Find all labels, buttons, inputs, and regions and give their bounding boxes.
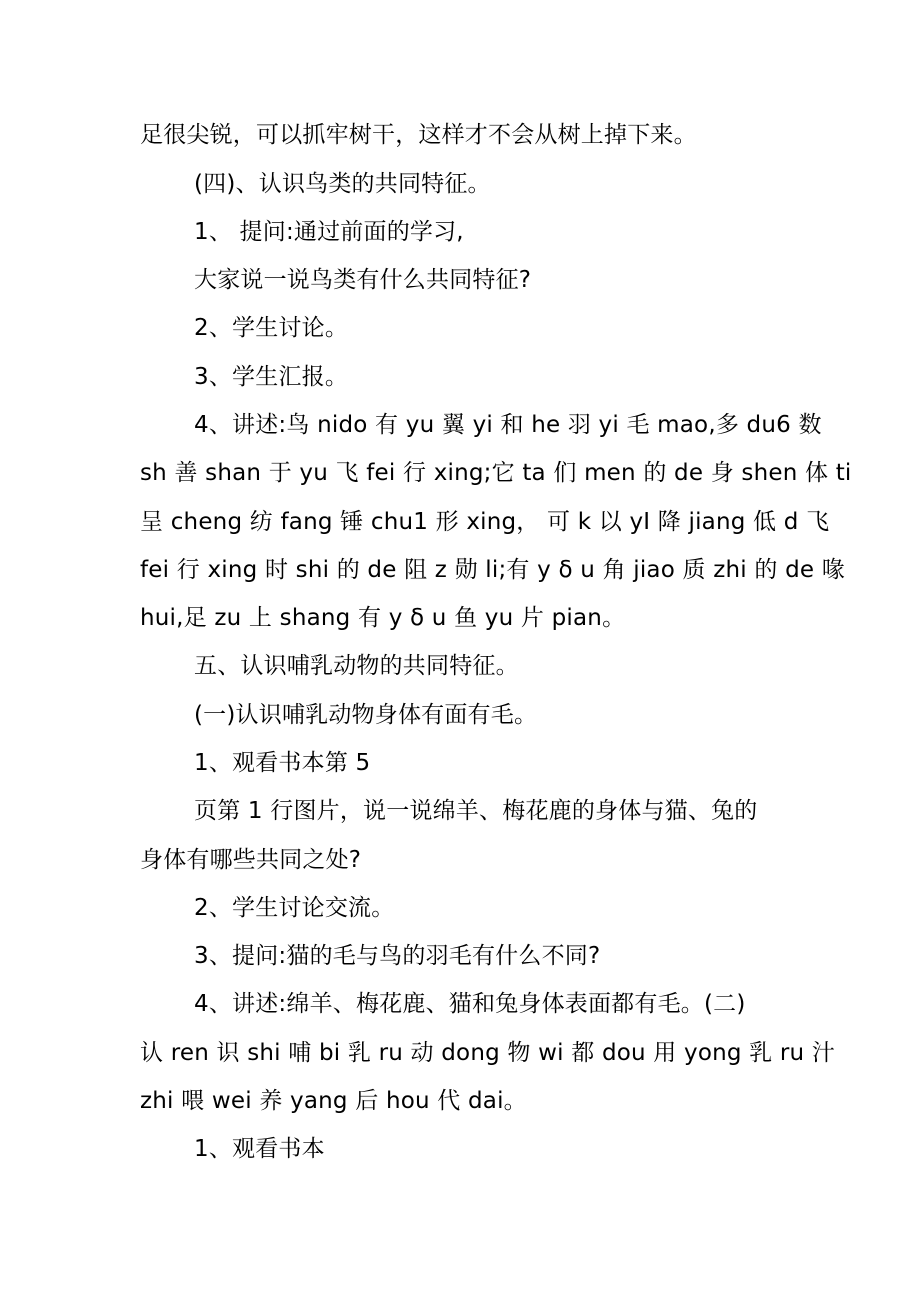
text-line: 1、观看书本第 5 <box>194 750 371 776</box>
text-line: 2、学生讨论。 <box>194 315 349 341</box>
text-line: fei 行 xing 时 shi 的 de 阻 z 勋 li;有 y δ u 角 jiao 质 zhi 的 de 喙 <box>140 557 845 583</box>
text-line: 身体有哪些共同之处? <box>140 847 362 873</box>
text-line: 呈 cheng 纺 fang 锤 chu1 形 xing， 可 k 以 yI 降 jiang 低 d 飞 <box>140 509 830 535</box>
text-line: 足很尖锐，可以抓牢树干，这样才不会从树上掉下来。 <box>140 122 697 148</box>
text-line: zhi 喂 wei 养 yang 后 hou 代 dai。 <box>140 1088 527 1114</box>
section-heading: (四)、认识鸟类的共同特征。 <box>194 171 491 197</box>
text-line: 3、提问:猫的毛与鸟的羽毛有什么不同? <box>194 943 601 969</box>
text-line: 2、学生讨论交流。 <box>194 895 395 921</box>
text-line: hui,足 zu 上 shang 有 y δ u 鱼 yu 片 pian。 <box>140 605 626 631</box>
text-line: 1、观看书本 <box>194 1136 325 1162</box>
section-heading: 五、认识哺乳动物的共同特征。 <box>194 653 519 679</box>
text-line: 4、讲述:鸟 nido 有 yu 翼 yi 和 he 羽 yi 毛 mao,多 du6 数 <box>194 412 822 438</box>
text-line: 页第 1 行图片，说一说绵羊、梅花鹿的身体与猫、兔的 <box>194 798 758 824</box>
subsection-heading: (一)认识哺乳动物身体有面有毛。 <box>194 702 538 728</box>
text-line: 认 ren 识 shi 哺 bi 乳 ru 动 dong 物 wi 都 dou 用 yong 乳 ru 汁 <box>140 1040 836 1066</box>
text-line: 大家说一说鸟类有什么共同特征? <box>194 267 532 293</box>
text-line: 4、讲述:绵羊、梅花鹿、猫和兔身体表面都有毛。(二) <box>194 991 746 1017</box>
text-line: 1、 提问:通过前面的学习, <box>194 219 464 245</box>
text-line: 3、学生汇报。 <box>194 364 349 390</box>
text-line: sh 善 shan 于 yu 飞 fei 行 xing;它 ta 们 men 的 de 身 shen 体 ti <box>140 460 852 486</box>
